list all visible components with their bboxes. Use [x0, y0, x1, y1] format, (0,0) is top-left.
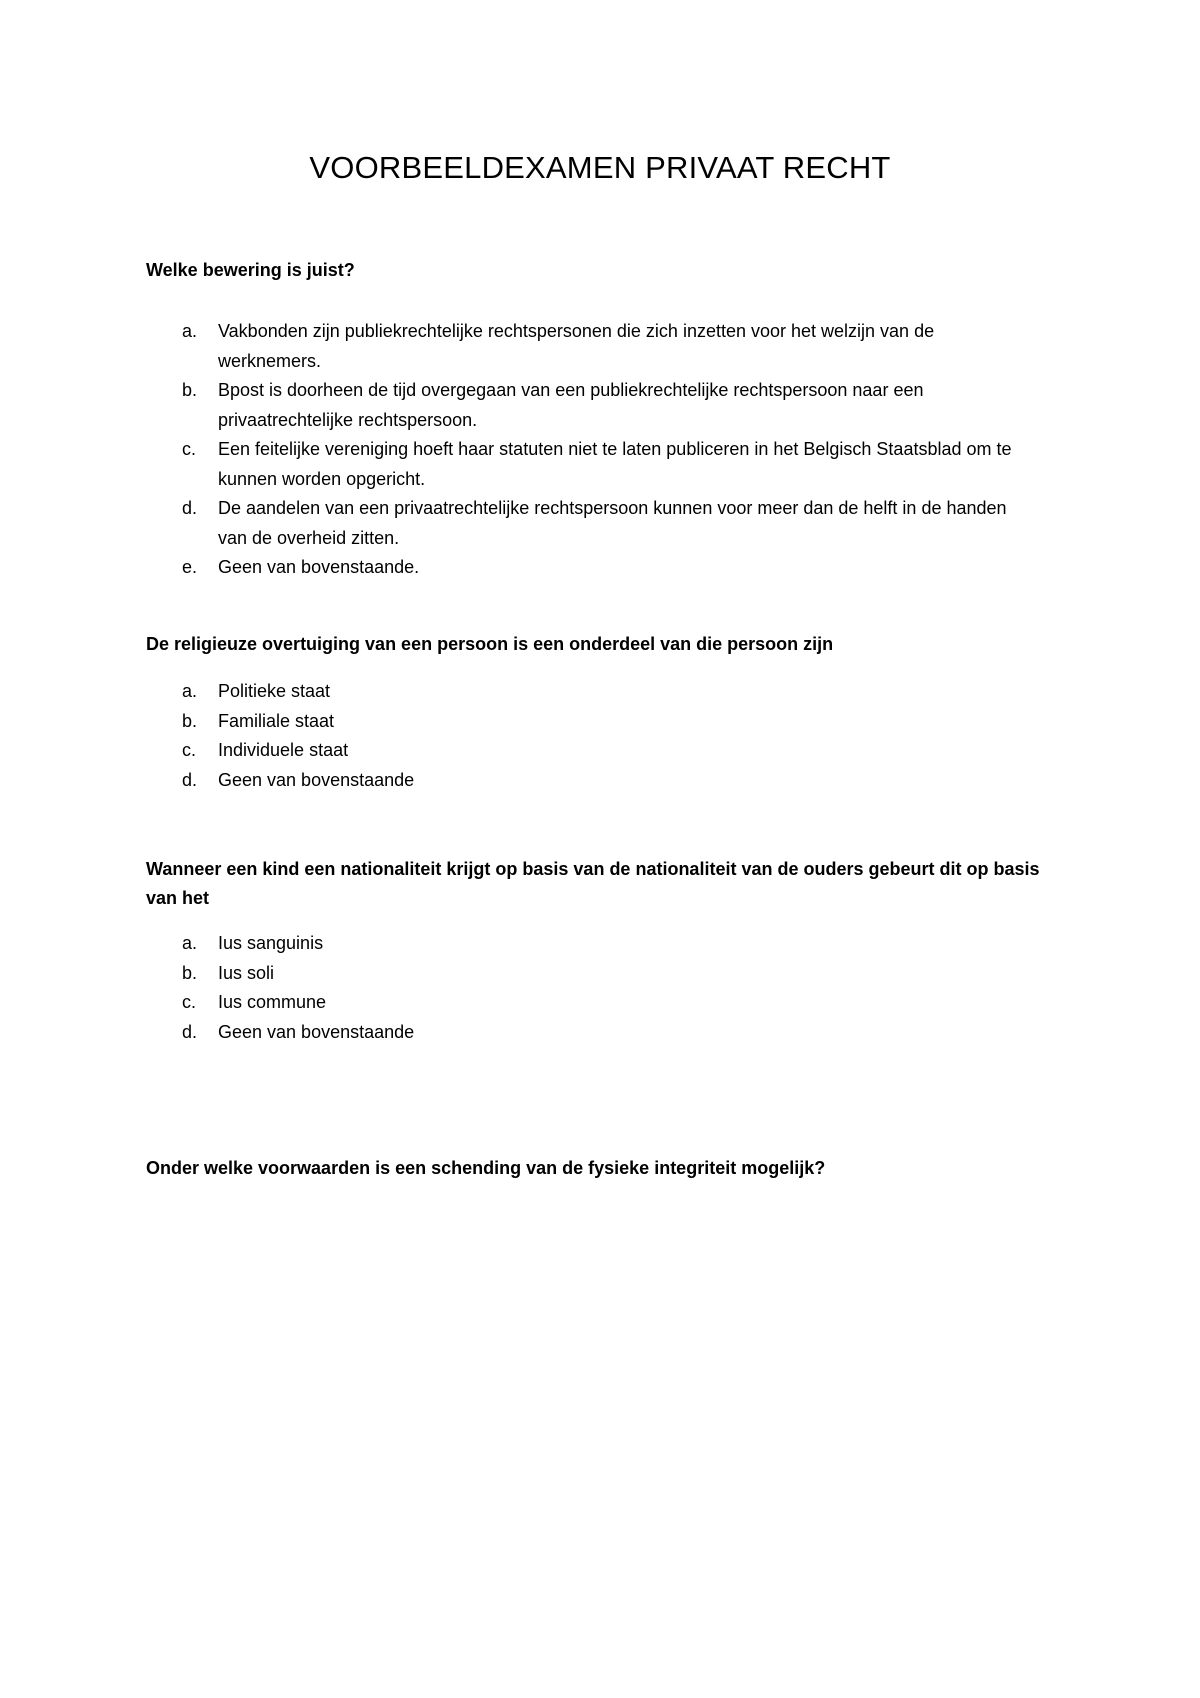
option-item	[146, 553, 1038, 583]
option-item	[146, 766, 1038, 796]
question-text: Wanneer een kind een nationaliteit krijgt op basis van de nationaliteit van de ouders gebeurt dit op basis van het	[146, 859, 1040, 908]
option-letter: a.	[182, 933, 198, 953]
option-item	[146, 494, 1038, 553]
option-letter: d.	[182, 498, 198, 518]
option-list	[146, 929, 1046, 1047]
question-2	[146, 630, 1046, 795]
option-text: Bpost is doorheen de tijd overgegaan van een publiekrechtelijke rechtspersoon naar een privaatrechtelijke rechtspersoon.	[218, 380, 924, 430]
option-item	[146, 317, 1038, 376]
option-letter: b.	[182, 710, 198, 731]
option-text: Vakbonden zijn publiekrechtelijke rechtspersonen die zich inzetten voor het welzijn van de werknemers.	[218, 321, 935, 371]
document-title: VOORBEELDEXAMEN PRIVAAT RECHT	[309, 150, 891, 185]
option-item	[146, 376, 1038, 435]
option-item	[146, 677, 1038, 707]
option-list	[146, 317, 1046, 583]
option-letter: a.	[182, 681, 198, 701]
option-text: Geen van bovenstaande	[218, 769, 415, 790]
option-letter: c.	[182, 992, 197, 1012]
option-letter: d.	[182, 769, 198, 790]
option-item	[146, 959, 1038, 989]
question-text: De religieuze overtuiging van een persoon is een onderdeel van die persoon zijn	[146, 634, 834, 654]
option-text: Familiale staat	[218, 710, 335, 731]
option-text: Ius soli	[218, 962, 275, 983]
option-text: Ius commune	[218, 992, 327, 1012]
option-text: Geen van bovenstaande.	[218, 557, 420, 577]
option-list	[146, 677, 1046, 795]
option-text: Geen van bovenstaande	[218, 1021, 415, 1042]
option-item	[146, 736, 1038, 766]
option-item	[146, 929, 1038, 959]
option-letter: b.	[182, 962, 198, 983]
option-letter: c.	[182, 740, 197, 760]
option-text: Een feitelijke vereniging hoeft haar statuten niet te laten publiceren in het Belgisch Staatsblad om te kunnen worden opgericht.	[218, 439, 1012, 489]
question-4	[146, 1154, 1046, 1183]
option-text: Politieke staat	[218, 681, 331, 701]
question-text: Welke bewering is juist?	[146, 260, 355, 280]
question-3	[146, 855, 1046, 1047]
option-letter: e.	[182, 557, 198, 577]
option-item	[146, 707, 1038, 737]
option-letter: c.	[182, 439, 197, 459]
option-letter: b.	[182, 380, 198, 400]
option-text: Individuele staat	[218, 740, 349, 760]
option-item	[146, 435, 1038, 494]
question-1	[146, 256, 1046, 583]
question-text: Onder welke voorwaarden is een schending van de fysieke integriteit mogelijk?	[146, 1158, 826, 1178]
option-item	[146, 1018, 1038, 1048]
option-letter: a.	[182, 321, 198, 341]
option-text: De aandelen van een privaatrechtelijke rechtspersoon kunnen voor meer dan de helft in de handen van de overheid zitten.	[218, 498, 1007, 548]
option-text: Ius sanguinis	[218, 933, 324, 953]
option-letter: d.	[182, 1021, 198, 1042]
option-item	[146, 988, 1038, 1018]
